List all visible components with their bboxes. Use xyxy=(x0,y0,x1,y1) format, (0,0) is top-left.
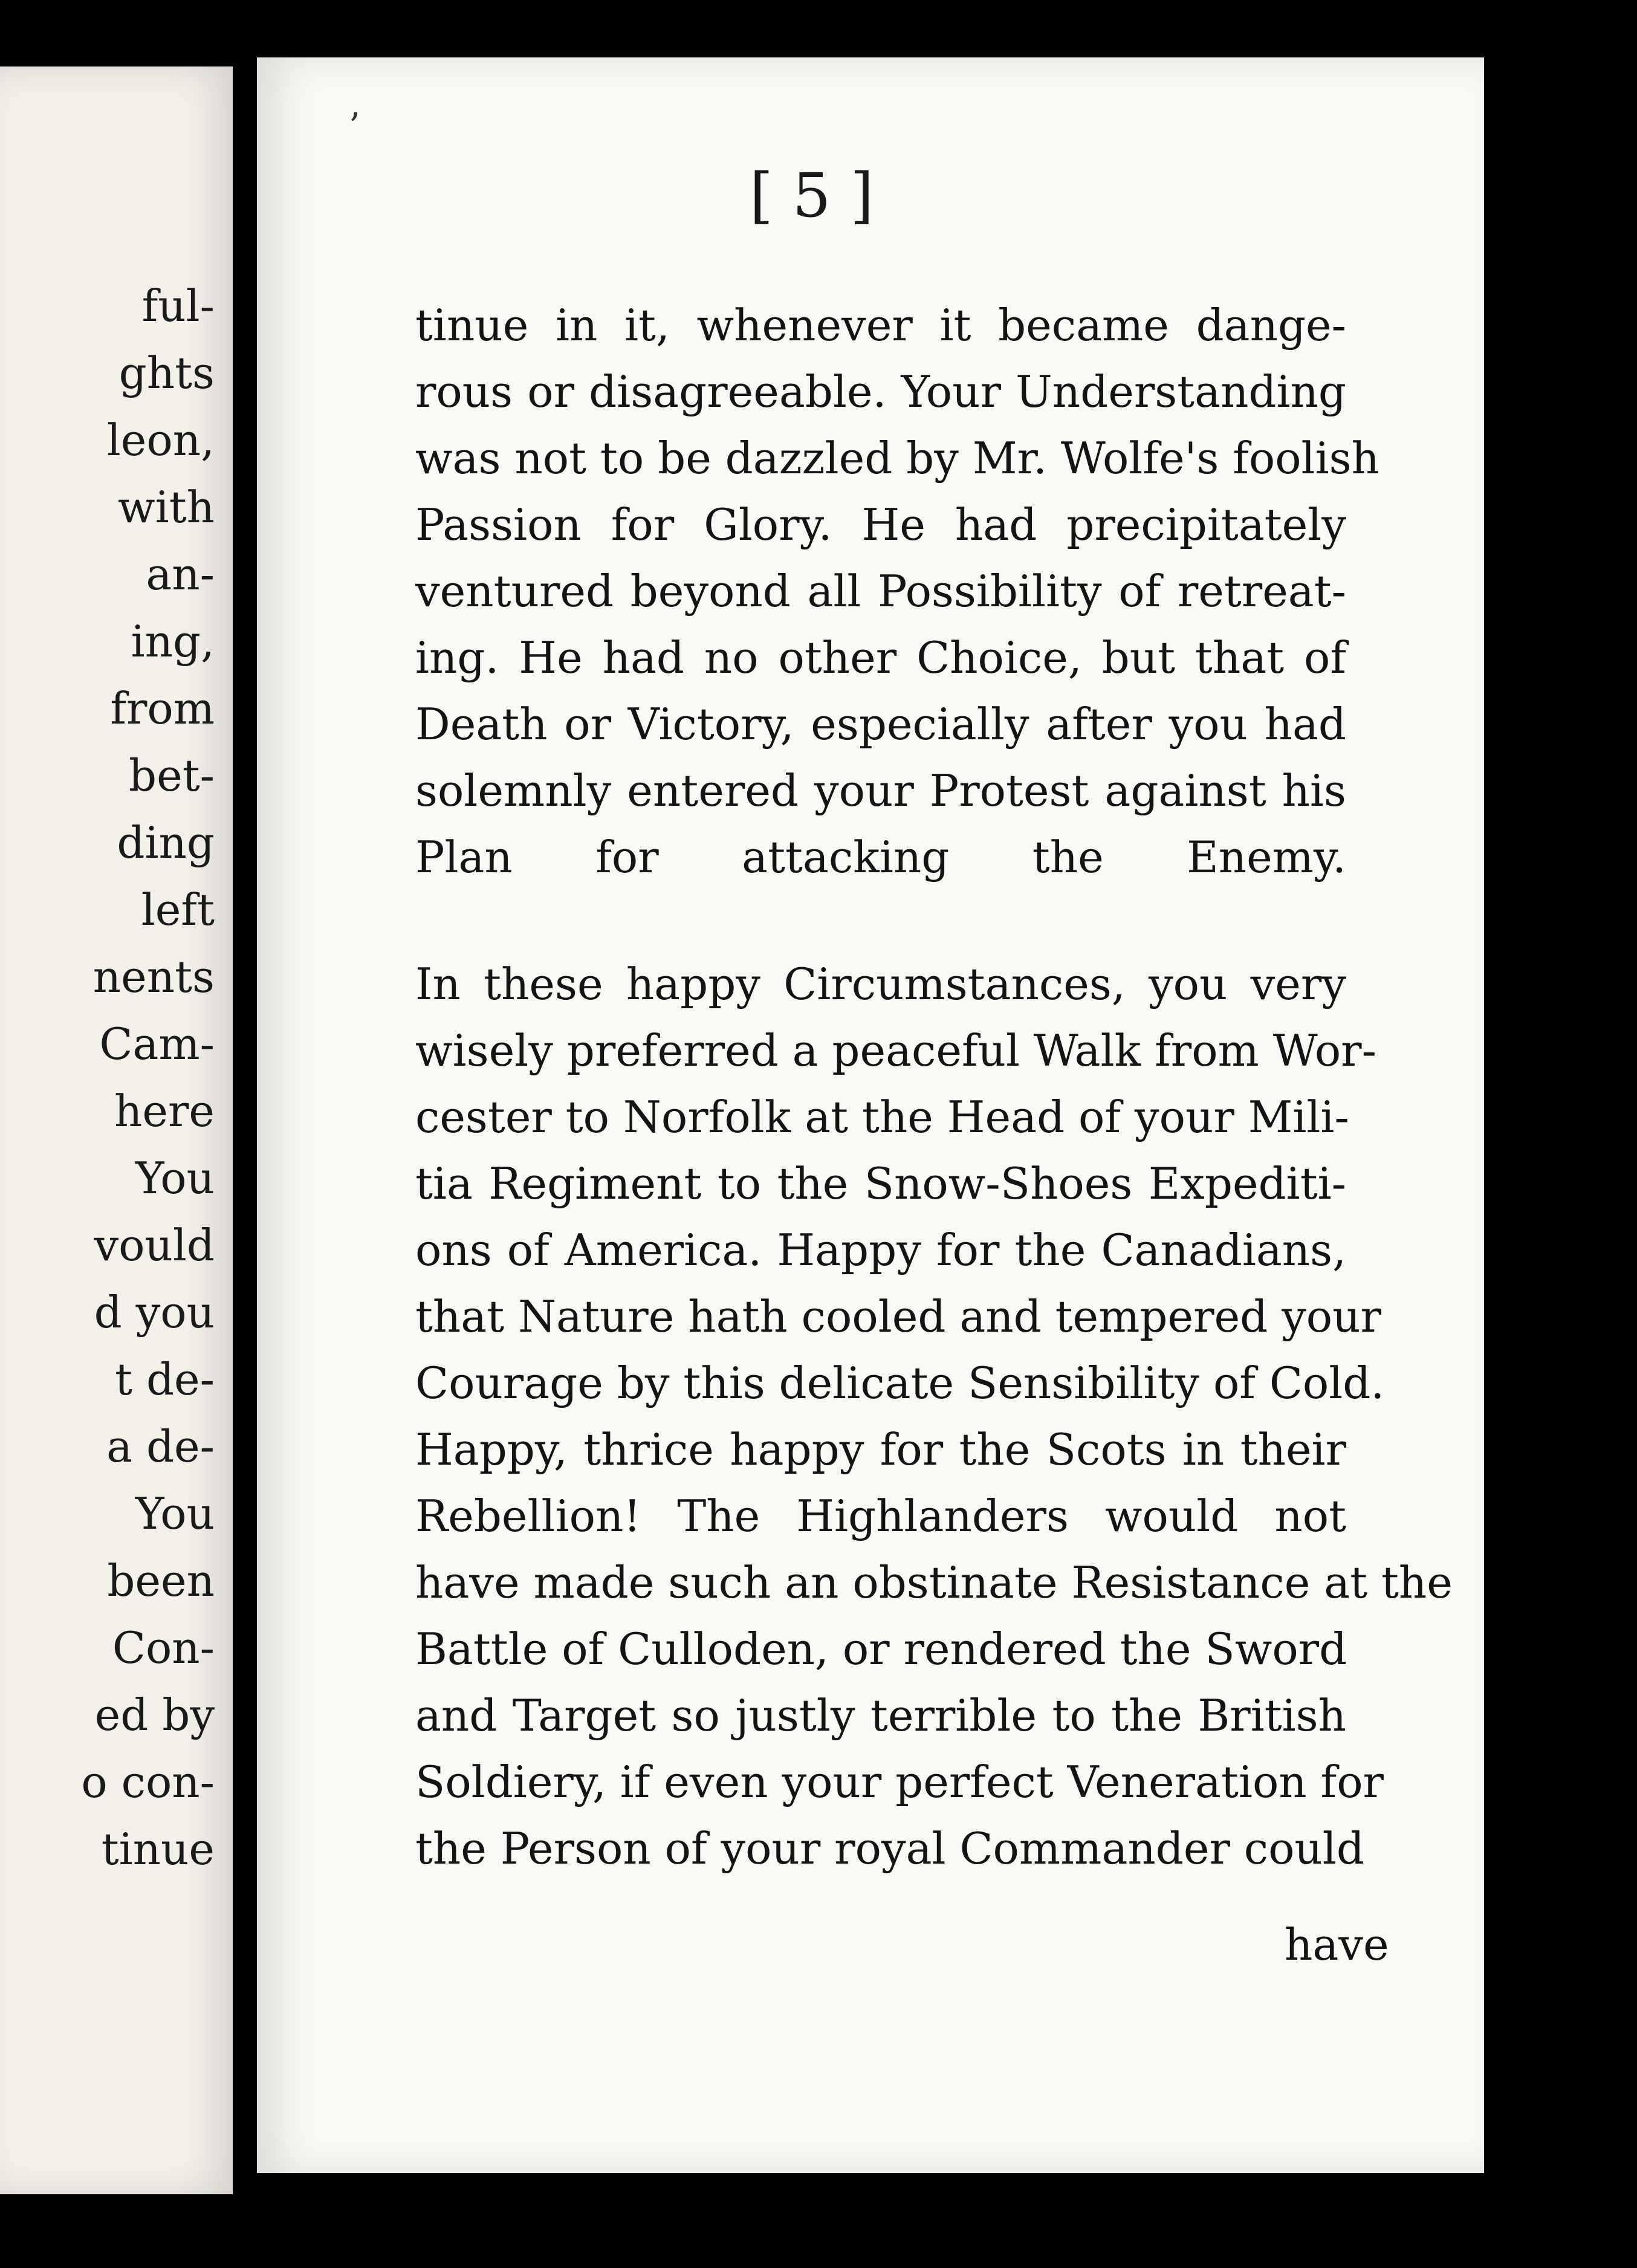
left-page-line: ed by xyxy=(94,1690,215,1740)
left-page-line: here xyxy=(114,1086,215,1136)
left-page-line: a de- xyxy=(106,1421,215,1472)
text-line: Death or Victory, especially after you had xyxy=(415,699,1346,750)
paragraph-2 xyxy=(415,951,1453,1882)
text-line: ons of America. Happy for the Canadians, xyxy=(415,1225,1346,1275)
paragraph-gap xyxy=(415,890,1346,951)
left-page-line: o con- xyxy=(81,1757,215,1807)
left-page-line: You xyxy=(135,1488,215,1539)
left-page xyxy=(0,66,233,2194)
right-page xyxy=(257,57,1484,2173)
text-line: and Target so justly terrible to the British xyxy=(415,1690,1346,1741)
catch-word: have xyxy=(1285,1919,1389,1970)
left-page-line: nents xyxy=(92,951,215,1002)
left-page-line: vould xyxy=(94,1220,215,1271)
paragraph-1 xyxy=(415,292,1379,890)
text-line: that Nature hath cooled and tempered your xyxy=(415,1291,1381,1342)
text-line: cester to Norfolk at the Head of your Mili- xyxy=(415,1092,1349,1142)
text-line: Plan for attacking the Enemy. xyxy=(415,832,1346,883)
text-line: tia Regiment to the Snow-Shoes Expediti- xyxy=(415,1158,1346,1209)
left-page-line: from xyxy=(110,683,215,734)
left-page-line: with xyxy=(118,482,215,533)
text-line: Courage by this delicate Sensibility of Cold. xyxy=(415,1358,1385,1408)
left-page-line: leon, xyxy=(106,415,215,465)
text-line: the Person of your royal Commander could xyxy=(415,1823,1364,1874)
left-page-line: ful- xyxy=(141,280,215,331)
text-line: Rebellion! The Highlanders would not xyxy=(415,1491,1346,1541)
left-page-line: Con- xyxy=(112,1622,215,1673)
left-page-line: been xyxy=(107,1555,215,1606)
left-page-line: Cam- xyxy=(99,1019,215,1069)
left-page-line: d you xyxy=(94,1287,215,1338)
left-page-line: bet- xyxy=(129,750,215,801)
left-page-line: an- xyxy=(146,549,215,600)
page-number: [ 5 ] xyxy=(750,160,874,231)
left-page-line: ding xyxy=(117,817,215,868)
text-line: wisely preferred a peaceful Walk from Wor- xyxy=(415,1025,1376,1076)
text-line: Battle of Culloden, or rendered the Sword xyxy=(415,1624,1347,1674)
text-line: Happy, thrice happy for the Scots in their xyxy=(415,1424,1346,1475)
text-line: Passion for Glory. He had precipitately xyxy=(415,499,1346,550)
text-line: solemnly entered your Protest against his xyxy=(415,765,1346,816)
text-line: rous or disagreeable. Your Understanding xyxy=(415,366,1346,417)
text-line: have made such an obstinate Resistance at the xyxy=(415,1557,1453,1608)
text-line: tinue in it, whenever it became dange- xyxy=(415,300,1346,351)
left-page-line: t de- xyxy=(115,1354,215,1405)
text-line: ing. He had no other Choice, but that of xyxy=(415,632,1346,683)
ink-speck: ʼ xyxy=(348,106,360,148)
left-page-line: ghts xyxy=(118,348,215,398)
left-page-line: tinue xyxy=(101,1824,215,1874)
body-text xyxy=(415,292,1453,1882)
text-line: ventured beyond all Possibility of retreat- xyxy=(415,566,1346,617)
left-page-line: ing, xyxy=(131,616,215,667)
book-gutter xyxy=(233,0,257,2268)
left-page-line: left xyxy=(141,884,215,935)
left-page-line: You xyxy=(135,1153,215,1204)
text-line: In these happy Circumstances, you very xyxy=(415,959,1346,1009)
text-line: was not to be dazzled by Mr. Wolfe's foolish xyxy=(415,433,1379,484)
text-line: Soldiery, if even your perfect Veneration for xyxy=(415,1757,1384,1807)
